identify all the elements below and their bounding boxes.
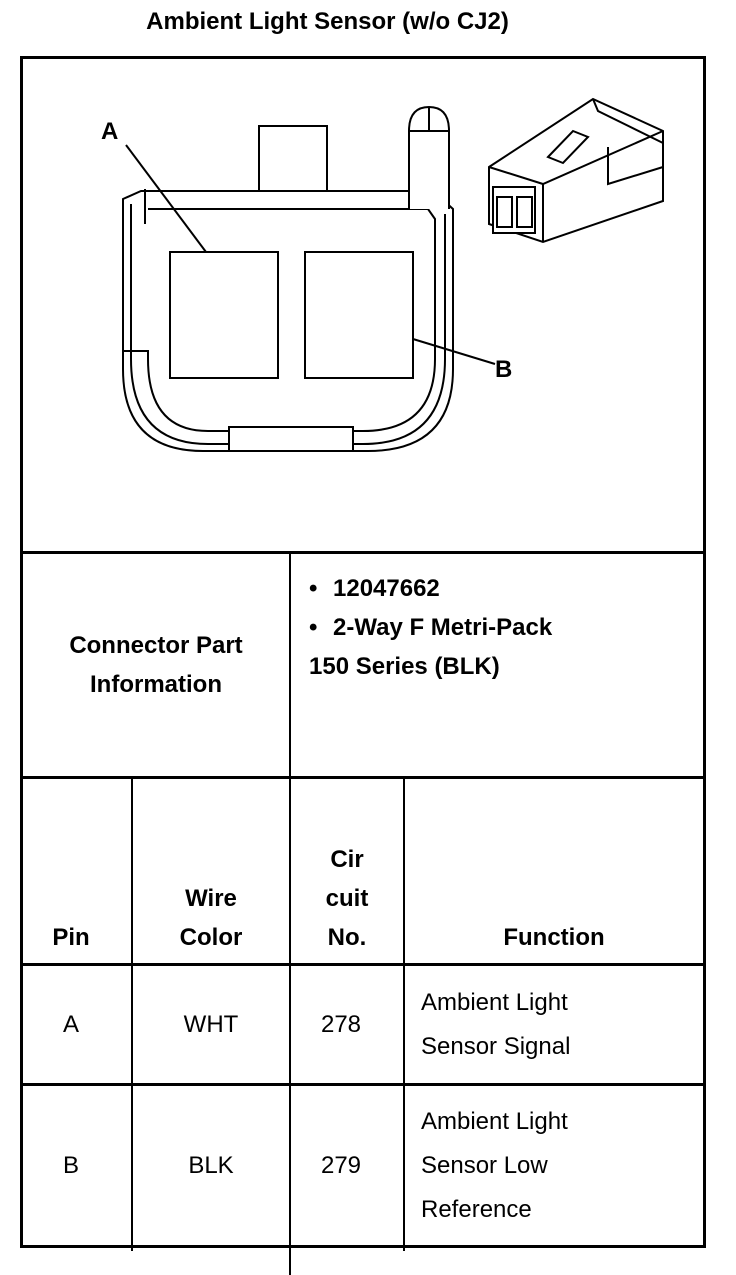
cavity-a [170, 252, 278, 378]
table-row [23, 966, 703, 1083]
header-pin: Pin [52, 924, 90, 951]
cell-pin: B [62, 1151, 79, 1179]
connector-diagram [23, 59, 703, 551]
header-wire-color: Wire Color [179, 885, 243, 951]
header-circuit-no: Cir cuit No. [325, 846, 369, 951]
description-item: • 2-Way F Metri-Pack [309, 614, 553, 641]
description-line1: 2-Way F Metri-Pack [333, 614, 553, 641]
connector-info-label-line1: Connector Part [69, 632, 243, 659]
callout-a-label: A [101, 118, 119, 145]
part-number-item: • 12047662 [309, 575, 440, 602]
cell-function: Ambient Light Sensor Low Reference [421, 1107, 568, 1223]
callout-b-label: B [495, 356, 513, 383]
cavity-b [305, 252, 413, 378]
cell-wire-color: BLK [188, 1151, 234, 1179]
table-row [23, 1086, 703, 1245]
header-function: Function [503, 924, 605, 951]
connector-info-values [293, 569, 693, 686]
cell-wire-color: WHT [183, 1010, 239, 1038]
connector-key [229, 427, 353, 451]
description-line2: 150 Series (BLK) [309, 653, 500, 680]
connector-latch [259, 126, 327, 194]
connector-info-label-line2: Information [90, 671, 222, 698]
cell-circuit-no: 279 [320, 1151, 362, 1179]
connector-sheet [20, 56, 706, 1248]
cell-circuit-no: 278 [320, 1010, 362, 1038]
cell-pin: A [62, 1010, 79, 1038]
part-number: 12047662 [333, 575, 440, 602]
connector-info-label [23, 554, 289, 776]
connector-thumbnail [489, 99, 663, 242]
cell-function: Ambient Light Sensor Signal [421, 988, 571, 1060]
page-title: Ambient Light Sensor (w/o CJ2) [146, 8, 509, 35]
